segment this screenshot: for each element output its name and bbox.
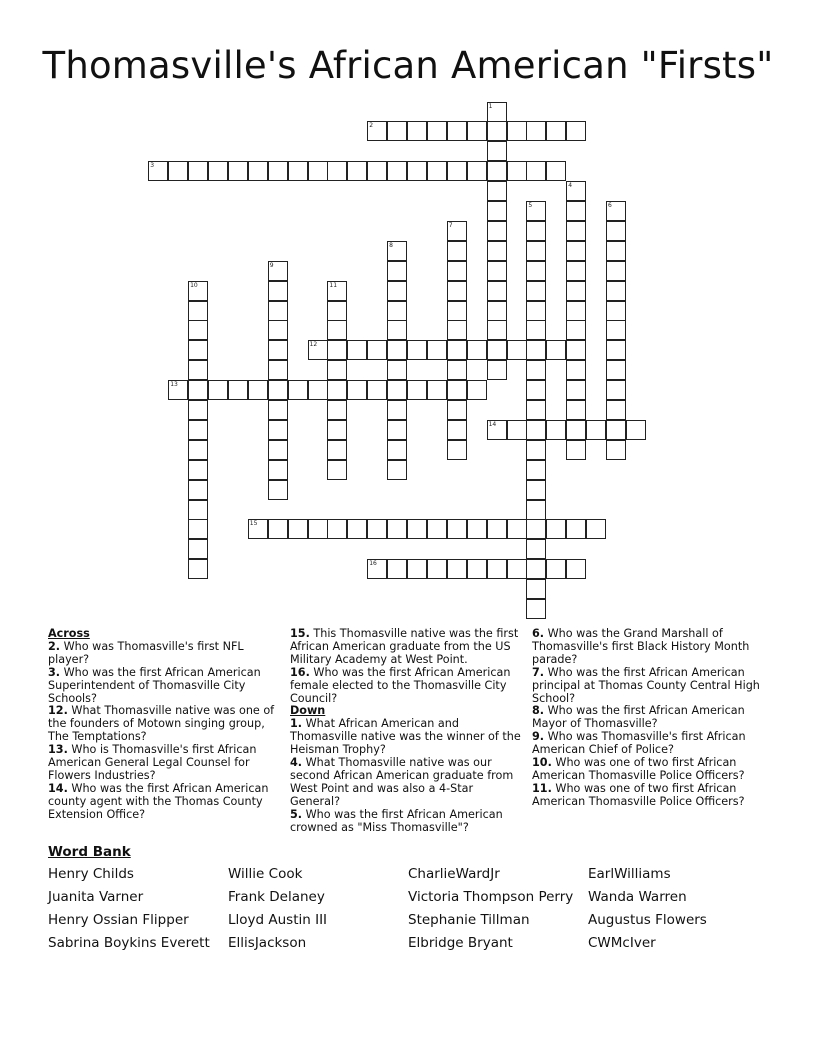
- grid-cell[interactable]: [188, 559, 208, 579]
- grid-cell[interactable]: [566, 420, 586, 440]
- grid-cell[interactable]: [387, 261, 407, 281]
- grid-cell[interactable]: [387, 340, 407, 360]
- grid-cell[interactable]: [487, 161, 507, 181]
- grid-cell[interactable]: [526, 579, 546, 599]
- grid-cell[interactable]: [288, 380, 308, 400]
- grid-cell[interactable]: [407, 380, 427, 400]
- clue-number: 6: [608, 202, 612, 209]
- clue-down-5: 5. Who was the first African American crowned as "Miss Thomasville"?: [290, 807, 503, 834]
- grid-cell[interactable]: [387, 320, 407, 340]
- grid-cell[interactable]: [606, 201, 626, 221]
- grid-cell[interactable]: [268, 301, 288, 321]
- grid-cell[interactable]: [188, 460, 208, 480]
- clue-down-11: 11. Who was one of two first African American Thomasville Police Officers?: [532, 781, 745, 808]
- grid-cell[interactable]: [487, 221, 507, 241]
- grid-cell[interactable]: [447, 241, 467, 261]
- grid-cell[interactable]: [546, 121, 566, 141]
- grid-cell[interactable]: [507, 121, 527, 141]
- grid-cell[interactable]: [387, 519, 407, 539]
- word-bank: [48, 844, 778, 951]
- word-bank-item: EllisJackson: [228, 935, 307, 951]
- grid-cell[interactable]: [188, 500, 208, 520]
- grid-cell[interactable]: [487, 559, 507, 579]
- word-bank-item: Elbridge Bryant: [408, 935, 513, 951]
- grid-cell[interactable]: [188, 360, 208, 380]
- grid-cell[interactable]: [367, 519, 387, 539]
- grid-cell[interactable]: [168, 380, 188, 400]
- grid-cell[interactable]: [526, 121, 546, 141]
- page-title: Thomasville's African American "Firsts": [42, 44, 774, 87]
- grid-cell[interactable]: [188, 301, 208, 321]
- grid-cell[interactable]: [467, 161, 487, 181]
- grid-cell[interactable]: [566, 181, 586, 201]
- grid-cell[interactable]: [148, 161, 168, 181]
- word-bank-item: Sabrina Boykins Everett: [48, 935, 210, 951]
- grid-cell[interactable]: [566, 201, 586, 221]
- grid-cell[interactable]: [327, 420, 347, 440]
- grid-cell[interactable]: [367, 340, 387, 360]
- grid-cell[interactable]: [347, 380, 367, 400]
- grid-cell[interactable]: [347, 340, 367, 360]
- grid-cell[interactable]: [526, 221, 546, 241]
- grid-cell[interactable]: [387, 559, 407, 579]
- grid-cell[interactable]: [308, 519, 328, 539]
- grid-cell[interactable]: [546, 340, 566, 360]
- clue-across-15: 15. This Thomasville native was the first African American graduate from the US Military Academy at West Point.: [290, 627, 519, 666]
- word-bank-item: Lloyd Austin III: [228, 912, 328, 928]
- clue-number: 15: [249, 520, 258, 528]
- grid-cell[interactable]: [327, 440, 347, 460]
- clue-number: 3: [150, 162, 155, 170]
- across-heading: Across: [48, 627, 90, 640]
- clue-down-10: 10. Who was one of two first African American Thomasville Police Officers?: [532, 756, 745, 782]
- grid-cell[interactable]: [387, 121, 407, 141]
- grid-cell[interactable]: [526, 161, 546, 181]
- grid-cell[interactable]: [487, 281, 507, 301]
- grid-cell[interactable]: [208, 380, 228, 400]
- grid-cell[interactable]: [546, 161, 566, 181]
- grid-cell[interactable]: [487, 519, 507, 539]
- word-bank-item: Henry Childs: [48, 866, 134, 882]
- grid-cell[interactable]: [447, 559, 467, 579]
- grid-cell[interactable]: [447, 519, 467, 539]
- grid-cell[interactable]: [467, 340, 487, 360]
- grid-cell[interactable]: [447, 380, 467, 400]
- grid-cell[interactable]: [387, 301, 407, 321]
- grid-cell[interactable]: [447, 360, 467, 380]
- grid-cell[interactable]: [487, 261, 507, 281]
- grid-cell[interactable]: [566, 440, 586, 460]
- grid-cell[interactable]: [546, 559, 566, 579]
- grid-cell[interactable]: [606, 400, 626, 420]
- word-bank-item: Willie Cook: [228, 866, 303, 882]
- grid-cell[interactable]: [407, 161, 427, 181]
- grid-cell[interactable]: [327, 400, 347, 420]
- grid-cell[interactable]: [188, 480, 208, 500]
- grid-cell[interactable]: [327, 460, 347, 480]
- grid-cell[interactable]: [308, 340, 328, 360]
- grid-cell[interactable]: [487, 340, 507, 360]
- grid-cell[interactable]: [427, 121, 447, 141]
- grid-cell[interactable]: [268, 340, 288, 360]
- grid-cell[interactable]: [268, 261, 288, 281]
- grid-cell[interactable]: [447, 281, 467, 301]
- grid-cell[interactable]: [248, 380, 268, 400]
- clue-number: 9: [269, 261, 274, 269]
- grid-cell[interactable]: [188, 440, 208, 460]
- grid-cell[interactable]: [327, 281, 347, 301]
- word-bank-item: Victoria Thompson Perry: [408, 889, 574, 905]
- grid-cell[interactable]: [526, 519, 546, 539]
- clues-column-3: [532, 628, 768, 809]
- grid-cell[interactable]: [188, 519, 208, 539]
- grid-cell[interactable]: [367, 161, 387, 181]
- grid-cell[interactable]: [566, 380, 586, 400]
- clue-number: 13: [170, 381, 178, 389]
- grid-cell[interactable]: [188, 281, 208, 301]
- word-bank-item: Frank Delaney: [228, 889, 325, 905]
- grid-cell[interactable]: [566, 301, 586, 321]
- word-bank-item: Stephanie Tillman: [408, 912, 530, 928]
- grid-cell[interactable]: [447, 121, 467, 141]
- grid-cell[interactable]: [387, 460, 407, 480]
- clue-number: 16: [369, 560, 377, 568]
- clues-column-2: [290, 628, 526, 835]
- grid-cell[interactable]: [526, 360, 546, 380]
- grid-cell[interactable]: [487, 121, 507, 141]
- grid-cell[interactable]: [566, 121, 586, 141]
- grid-cell[interactable]: [526, 400, 546, 420]
- clue-down-1: 1. What African American and Thomasville native was the winner of the Heisman Trophy?: [290, 717, 521, 757]
- word-bank-item: Henry Ossian Flipper: [48, 912, 189, 928]
- grid-cell[interactable]: [606, 281, 626, 301]
- word-bank-item: Wanda Warren: [588, 889, 687, 905]
- grid-cell[interactable]: [188, 320, 208, 340]
- grid-cell[interactable]: [526, 320, 546, 340]
- grid-cell[interactable]: [208, 161, 228, 181]
- grid-cell[interactable]: [447, 400, 467, 420]
- grid-cell[interactable]: [606, 261, 626, 281]
- grid-cell[interactable]: [268, 161, 288, 181]
- word-bank-item: EarlWilliams: [588, 866, 671, 882]
- grid-cell[interactable]: [606, 241, 626, 261]
- grid-cell[interactable]: [288, 519, 308, 539]
- grid-cell[interactable]: [407, 519, 427, 539]
- grid-cell[interactable]: [327, 161, 347, 181]
- clue-down-9: 9. Who was Thomasville's first African American Chief of Police?: [532, 730, 746, 757]
- grid-cell[interactable]: [447, 221, 467, 241]
- grid-cell[interactable]: [268, 320, 288, 340]
- grid-cell[interactable]: [308, 161, 328, 181]
- grid-cell[interactable]: [268, 360, 288, 380]
- grid-cell[interactable]: [507, 519, 527, 539]
- grid-cell[interactable]: [228, 380, 248, 400]
- grid-cell[interactable]: [526, 480, 546, 500]
- clue-across-16: 16. Who was the first African American female elected to the Thomasville City Council?: [290, 665, 511, 705]
- grid-cell[interactable]: [268, 380, 288, 400]
- grid-cell[interactable]: [566, 400, 586, 420]
- grid-cell[interactable]: [526, 539, 546, 559]
- grid-cell[interactable]: [487, 301, 507, 321]
- grid-cell[interactable]: [427, 161, 447, 181]
- clue-across-3: 3. Who was the first African American Superintendent of Thomasville City Schools?: [48, 665, 261, 705]
- grid-cell[interactable]: [447, 301, 467, 321]
- grid-cell[interactable]: [487, 420, 507, 440]
- grid-cell[interactable]: [487, 241, 507, 261]
- grid-cell[interactable]: [327, 301, 347, 321]
- grid-cell[interactable]: [507, 420, 527, 440]
- clue-down-4: 4. What Thomasville native was our second African American graduate from West Point and was also a 4-Star General?: [290, 756, 514, 808]
- grid-cell[interactable]: [188, 340, 208, 360]
- grid-cell[interactable]: [367, 121, 387, 141]
- grid-cell[interactable]: [387, 380, 407, 400]
- grid-cell[interactable]: [288, 161, 308, 181]
- grid-cell[interactable]: [526, 440, 546, 460]
- grid-cell[interactable]: [526, 420, 546, 440]
- grid-cell[interactable]: [367, 380, 387, 400]
- grid-cell[interactable]: [387, 161, 407, 181]
- grid-cell[interactable]: [387, 241, 407, 261]
- clue-number: 11: [329, 281, 338, 289]
- grid-cell[interactable]: [188, 380, 208, 400]
- grid-cell[interactable]: [526, 340, 546, 360]
- down-heading: Down: [290, 704, 326, 718]
- grid-cell[interactable]: [188, 400, 208, 420]
- word-bank-item: Juanita Varner: [48, 889, 144, 905]
- grid-cell[interactable]: [467, 380, 487, 400]
- clue-number: 1: [488, 102, 493, 110]
- grid-cell[interactable]: [586, 519, 606, 539]
- grid-cell[interactable]: [268, 440, 288, 460]
- grid-cell[interactable]: [387, 281, 407, 301]
- grid-cell[interactable]: [487, 360, 507, 380]
- grid-cell[interactable]: [566, 519, 586, 539]
- grid-cell[interactable]: [586, 420, 606, 440]
- word-bank-item: Augustus Flowers: [588, 912, 707, 928]
- clue-number: 7: [448, 221, 453, 229]
- clue-across-13: 13. Who is Thomasville's first African American General Legal Counsel for Flowers Industries?: [48, 743, 257, 782]
- grid-cell[interactable]: [447, 420, 467, 440]
- grid-cell[interactable]: [487, 181, 507, 201]
- grid-cell[interactable]: [327, 340, 347, 360]
- grid-cell[interactable]: [387, 360, 407, 380]
- grid-cell[interactable]: [526, 559, 546, 579]
- grid-cell[interactable]: [626, 420, 646, 440]
- grid-cell[interactable]: [507, 161, 527, 181]
- grid-cell[interactable]: [447, 440, 467, 460]
- grid-cell[interactable]: [606, 301, 626, 321]
- grid-cell[interactable]: [387, 400, 407, 420]
- grid-cell[interactable]: [327, 380, 347, 400]
- grid-cell[interactable]: [526, 380, 546, 400]
- grid-cell[interactable]: [327, 360, 347, 380]
- clue-number: 10: [190, 281, 198, 289]
- grid-cell[interactable]: [606, 420, 626, 440]
- grid-cell[interactable]: [268, 281, 288, 301]
- clue-across-12: 12. What Thomasville native was one of the founders of Motown singing group, The Temptations?: [48, 704, 275, 744]
- grid-cell[interactable]: [566, 340, 586, 360]
- grid-cell[interactable]: [546, 420, 566, 440]
- grid-cell[interactable]: [268, 480, 288, 500]
- grid-cell[interactable]: [566, 221, 586, 241]
- grid-cell[interactable]: [487, 141, 507, 161]
- grid-cell[interactable]: [526, 301, 546, 321]
- grid-cell[interactable]: [347, 161, 367, 181]
- grid-cell[interactable]: [606, 360, 626, 380]
- grid-cell[interactable]: [427, 380, 447, 400]
- word-bank-item: CWMcIver: [588, 935, 656, 951]
- grid-cell[interactable]: [427, 559, 447, 579]
- grid-cell[interactable]: [248, 519, 268, 539]
- grid-cell[interactable]: [606, 440, 626, 460]
- grid-cell[interactable]: [268, 519, 288, 539]
- grid-cell[interactable]: [526, 500, 546, 520]
- grid-cell[interactable]: [347, 519, 367, 539]
- grid-cell[interactable]: [188, 161, 208, 181]
- grid-cell[interactable]: [487, 201, 507, 221]
- grid-cell[interactable]: [427, 340, 447, 360]
- word-bank-title: Word Bank: [48, 844, 131, 860]
- grid-cell[interactable]: [526, 261, 546, 281]
- grid-cell[interactable]: [367, 559, 387, 579]
- clue-down-6: 6. Who was the Grand Marshall of Thomasville's first Black History Month parade?: [532, 627, 750, 666]
- grid-cell[interactable]: [447, 340, 467, 360]
- grid-cell[interactable]: [268, 400, 288, 420]
- clue-number: 4: [568, 182, 573, 190]
- grid-cell[interactable]: [526, 599, 546, 619]
- grid-cell[interactable]: [407, 559, 427, 579]
- clue-across-14: 14. Who was the first African American county agent with the Thomas County Extension Office?: [48, 781, 269, 821]
- clue-number: 8: [389, 241, 393, 249]
- clues-column-1: [48, 628, 284, 822]
- grid-cell[interactable]: [487, 102, 507, 122]
- grid-cell[interactable]: [427, 519, 447, 539]
- grid-cell[interactable]: [327, 320, 347, 340]
- grid-cell[interactable]: [447, 261, 467, 281]
- grid-cell[interactable]: [566, 360, 586, 380]
- grid-cell[interactable]: [606, 380, 626, 400]
- grid-cell[interactable]: [566, 320, 586, 340]
- grid-cell[interactable]: [526, 460, 546, 480]
- clue-number: 12: [309, 341, 318, 349]
- word-bank-item: CharlieWardJr: [408, 866, 500, 882]
- clue-down-7: 7. Who was the first African American principal at Thomas County Central High School?: [532, 665, 760, 705]
- grid-cell[interactable]: [168, 161, 188, 181]
- grid-cell[interactable]: [308, 380, 328, 400]
- grid-cell[interactable]: [566, 281, 586, 301]
- grid-cell[interactable]: [228, 161, 248, 181]
- grid-cell[interactable]: [387, 440, 407, 460]
- clue-number: 2: [369, 122, 374, 130]
- grid-cell[interactable]: [188, 420, 208, 440]
- grid-cell[interactable]: [467, 559, 487, 579]
- grid-cell[interactable]: [546, 519, 566, 539]
- grid-cell[interactable]: [507, 340, 527, 360]
- grid-cell[interactable]: [327, 519, 347, 539]
- grid-cell[interactable]: [526, 281, 546, 301]
- grid-cell[interactable]: [268, 420, 288, 440]
- grid-cell[interactable]: [467, 519, 487, 539]
- clue-number: 14: [488, 420, 497, 428]
- grid-cell[interactable]: [248, 161, 268, 181]
- grid-cell[interactable]: [507, 559, 527, 579]
- grid-cell[interactable]: [487, 320, 507, 340]
- grid-cell[interactable]: [526, 201, 546, 221]
- grid-cell[interactable]: [566, 241, 586, 261]
- grid-cell[interactable]: [447, 161, 467, 181]
- clue-down-8: 8. Who was the first African American Mayor of Thomasville?: [532, 704, 745, 731]
- grid-cell[interactable]: [407, 340, 427, 360]
- grid-cell[interactable]: [188, 539, 208, 559]
- grid-cell[interactable]: [467, 121, 487, 141]
- grid-cell[interactable]: [447, 320, 467, 340]
- grid-cell[interactable]: [407, 121, 427, 141]
- grid-cell[interactable]: [606, 221, 626, 241]
- grid-cell[interactable]: [566, 261, 586, 281]
- grid-cell[interactable]: [526, 241, 546, 261]
- grid-cell[interactable]: [566, 559, 586, 579]
- grid-cell[interactable]: [268, 460, 288, 480]
- grid-cell[interactable]: [606, 320, 626, 340]
- grid-cell[interactable]: [606, 340, 626, 360]
- grid-cell[interactable]: [387, 420, 407, 440]
- clue-number: 5: [528, 202, 533, 209]
- clue-across-2: 2. Who was Thomasville's first NFL player?: [48, 639, 244, 666]
